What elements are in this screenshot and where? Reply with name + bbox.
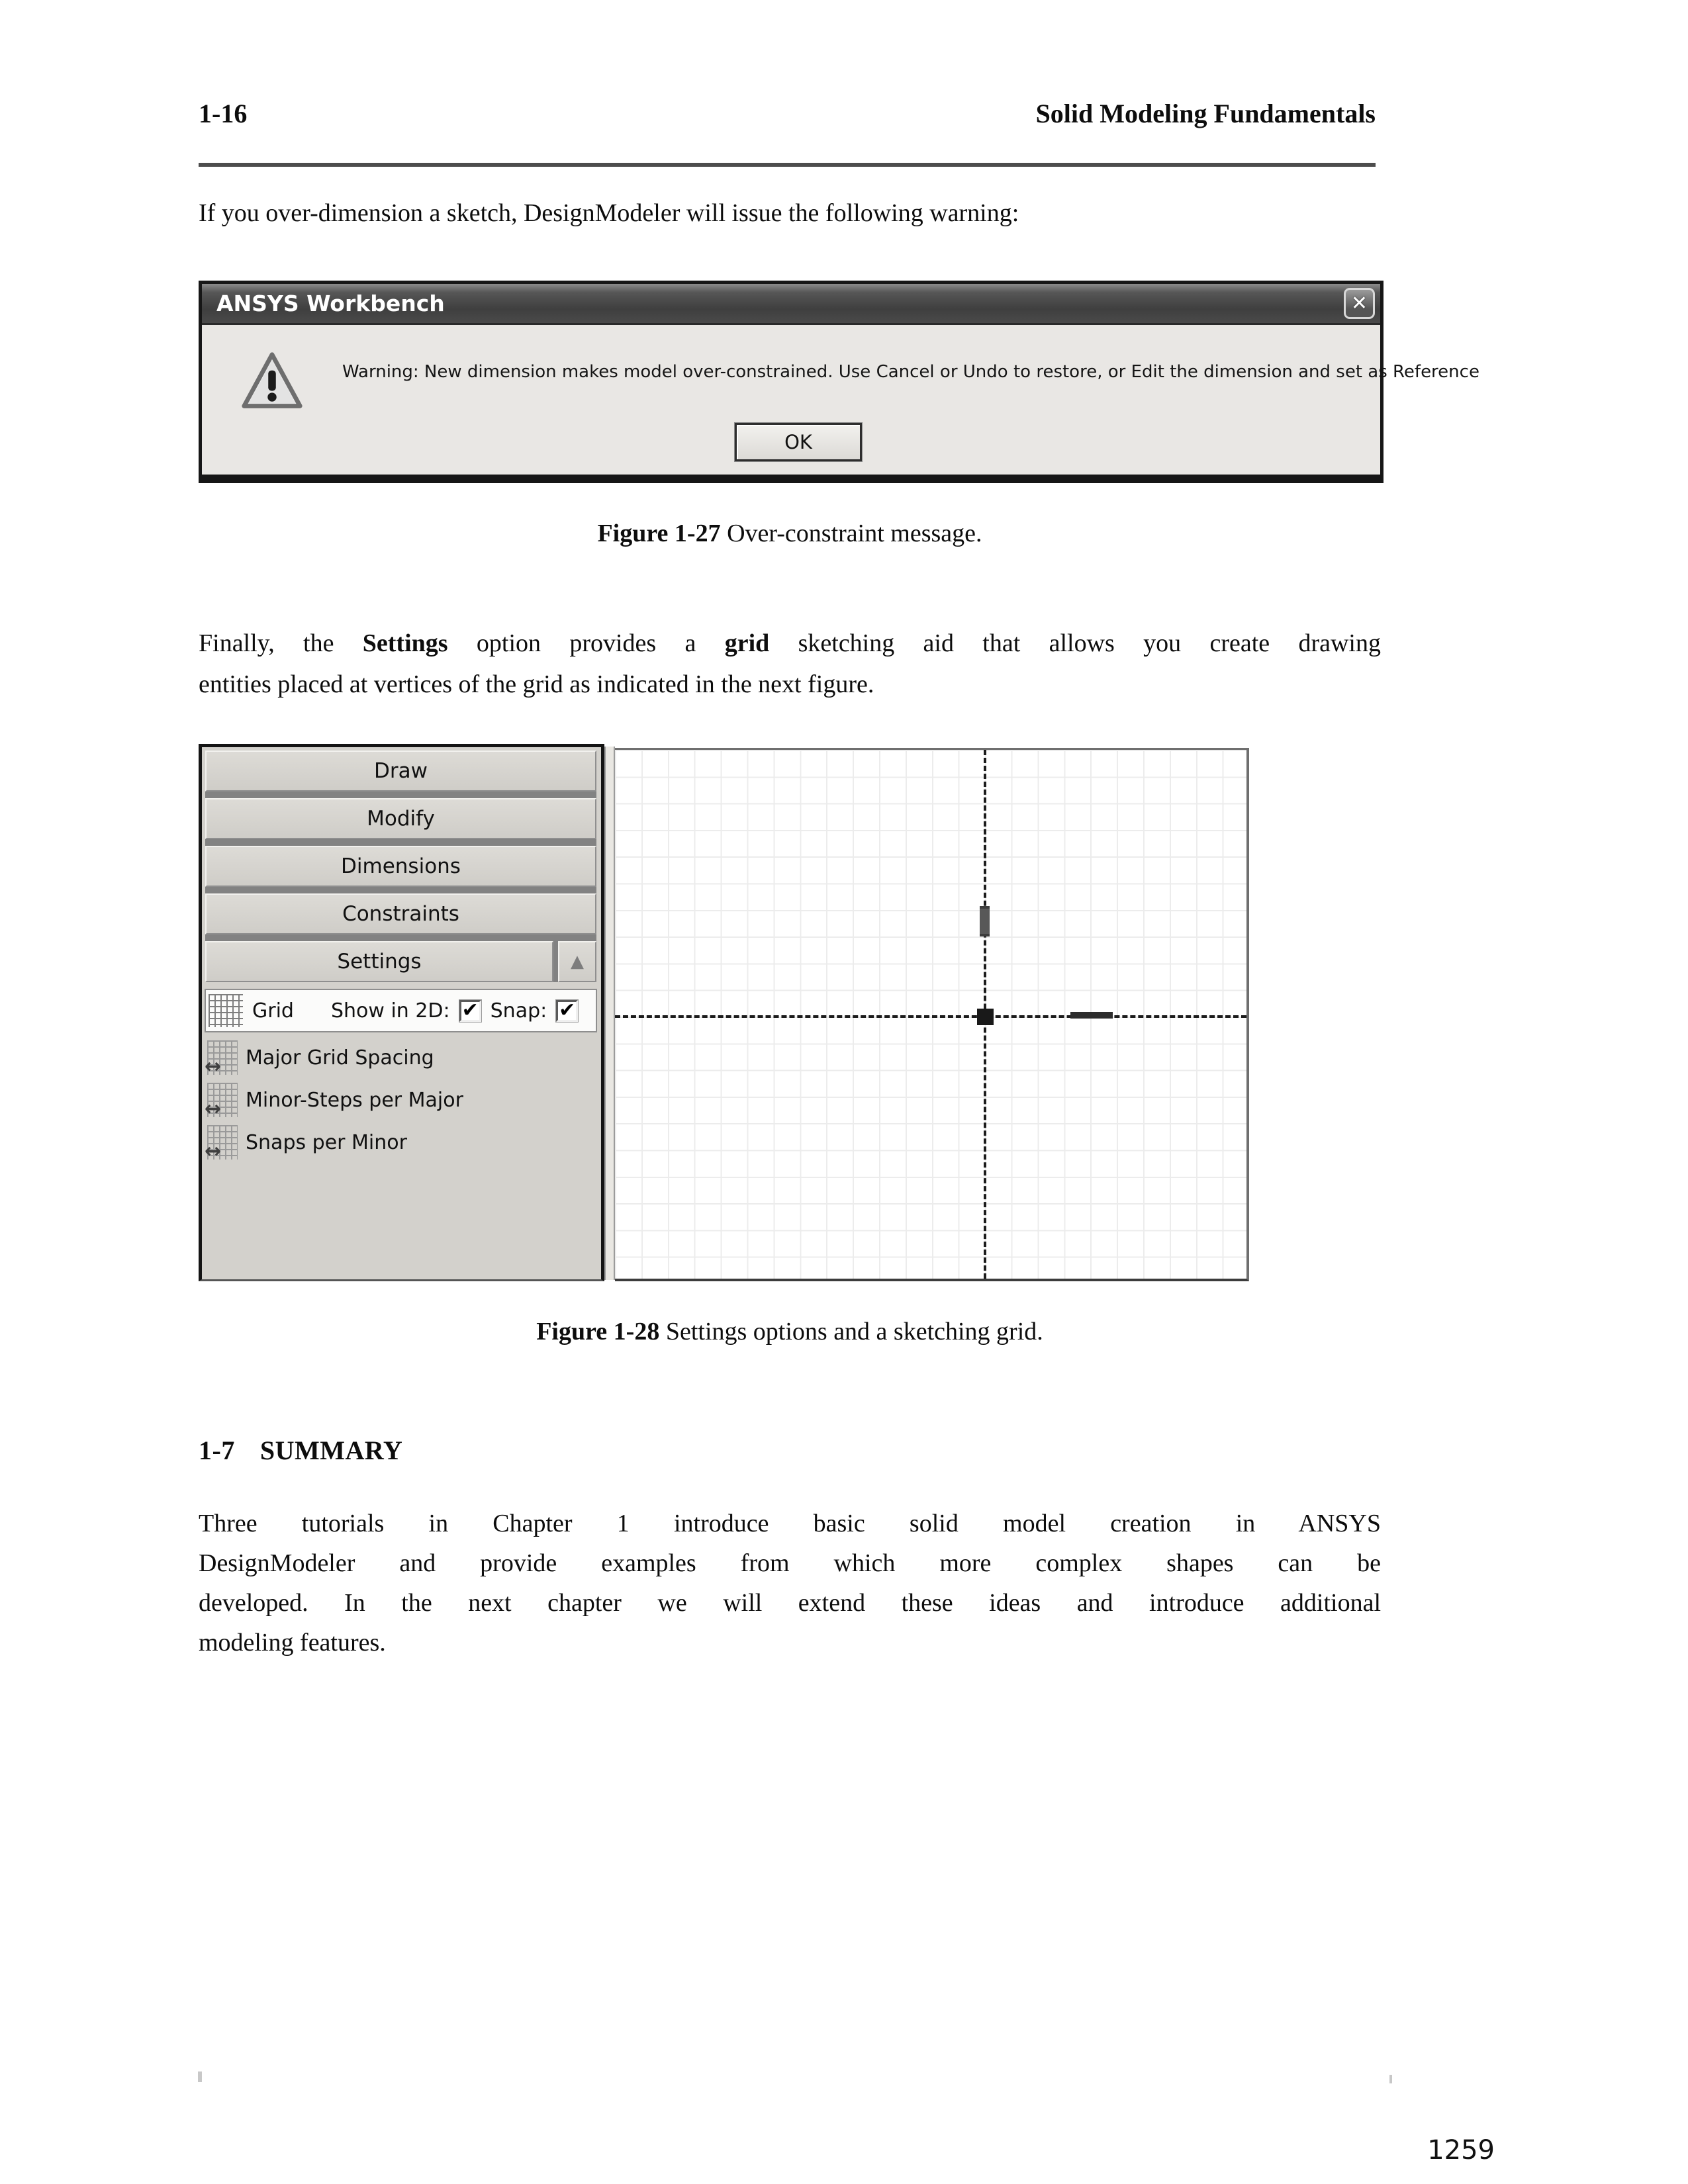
chapter-title: Solid Modeling Fundamentals (1035, 99, 1376, 128)
show-in-2d-label: Show in 2D: (330, 999, 450, 1023)
snaps-per-minor-label: Snaps per Minor (246, 1130, 407, 1154)
horizontal-arrow-icon: ↔ (205, 1097, 222, 1120)
constraints-button[interactable]: Constraints (205, 893, 596, 934)
grid-settings-row[interactable] (205, 989, 597, 1032)
dialog-body (202, 325, 1479, 473)
snap-checkbox[interactable] (556, 1000, 578, 1022)
scan-artifact (1389, 2075, 1392, 2083)
horizontal-axis-dashed (615, 1015, 1246, 1018)
minor-steps-item[interactable] (207, 1079, 463, 1120)
figure-1-27-caption (199, 519, 1381, 548)
grid-spacing-icon (205, 1125, 238, 1163)
figure-1-28-text: Settings options and a sketching grid. (659, 1318, 1043, 1345)
running-head (199, 98, 1376, 129)
check-icon: ✔ (461, 999, 479, 1022)
grid-label: Grid (252, 999, 294, 1023)
modify-button[interactable]: Modify (205, 798, 596, 839)
figure-1-28 (199, 744, 1250, 1283)
text-run: option provides a (447, 629, 725, 657)
sketch-grid-canvas[interactable] (615, 748, 1249, 1281)
snaps-per-minor-item[interactable] (207, 1122, 407, 1163)
up-arrow-icon: ▲ (571, 952, 584, 972)
minor-steps-label: Minor-Steps per Major (246, 1088, 463, 1112)
warning-icon (240, 350, 304, 414)
grid-bold: grid (724, 629, 770, 657)
grid-spacing-icon (205, 1040, 238, 1078)
figure-1-27-text: Over-constraint message. (720, 520, 982, 547)
toolbox-button-stack (205, 751, 596, 982)
figure-1-28-label: Figure 1-28 (536, 1318, 660, 1345)
horizontal-arrow-icon: ↔ (205, 1140, 222, 1163)
section-title: SUMMARY (259, 1435, 403, 1465)
horizontal-arrow-icon: ↔ (205, 1055, 222, 1078)
summary-line-2: DesignModeler and provide examples from which more complex shapes can be (199, 1549, 1381, 1577)
intro-paragraph: If you over-dimension a sketch, DesignModeler will issue the following warning: (199, 199, 1019, 227)
page-label: 1-16 (199, 99, 248, 128)
text-run: sketching aid that allows you create drawing (769, 629, 1381, 657)
page-number: 1259 (1427, 2135, 1495, 2165)
warning-message: Warning: New dimension makes model over-constrained. Use Cancel or Undo to restore, or Edit the dimension and set as Reference (342, 362, 1479, 382)
panel-splitter[interactable] (604, 747, 615, 1280)
settings-button[interactable]: Settings (205, 941, 553, 982)
scroll-up-button[interactable] (558, 941, 596, 982)
section-heading (199, 1435, 402, 1466)
dialog-title: ANSYS Workbench (216, 291, 445, 316)
sketch-point-cursor (980, 906, 990, 936)
settings-paragraph-line1 (199, 623, 1381, 663)
summary-line-3: developed. In the next chapter we will extend these ideas and introduce additional (199, 1589, 1381, 1617)
header-rule (199, 163, 1376, 167)
grid-spacing-icon (205, 1083, 238, 1120)
settings-button-row (205, 941, 596, 982)
settings-paragraph-line2: entities placed at vertices of the grid as indicated in the next figure. (199, 670, 874, 698)
ok-button[interactable]: OK (735, 423, 862, 461)
sketching-toolbox-panel (199, 744, 604, 1281)
summary-line-4: modeling features. (199, 1629, 386, 1657)
text-run: Finally, the (199, 629, 363, 657)
dimensions-button[interactable]: Dimensions (205, 846, 596, 887)
dialog-title-bar[interactable] (202, 284, 1380, 325)
ansys-workbench-dialog (199, 281, 1479, 483)
figure-1-28-caption (199, 1317, 1381, 1346)
show-in-2d-checkbox[interactable] (459, 1000, 481, 1022)
sketch-line-segment (1070, 1012, 1113, 1019)
summary-line-1: Three tutorials in Chapter 1 introduce basic solid model creation in ANSYS (199, 1510, 1381, 1537)
settings-bold: Settings (362, 629, 448, 657)
origin-marker (977, 1009, 994, 1025)
draw-button[interactable]: Draw (205, 751, 596, 792)
section-number: 1-7 (199, 1435, 235, 1465)
major-grid-spacing-item[interactable] (207, 1037, 434, 1078)
grid-icon (209, 994, 243, 1027)
figure-1-27-label: Figure 1-27 (597, 520, 721, 547)
scan-artifact (198, 2071, 202, 2082)
check-icon: ✔ (559, 999, 576, 1022)
major-grid-spacing-label: Major Grid Spacing (246, 1046, 434, 1069)
close-icon[interactable]: ✕ (1344, 288, 1375, 319)
snap-label: Snap: (490, 999, 547, 1023)
